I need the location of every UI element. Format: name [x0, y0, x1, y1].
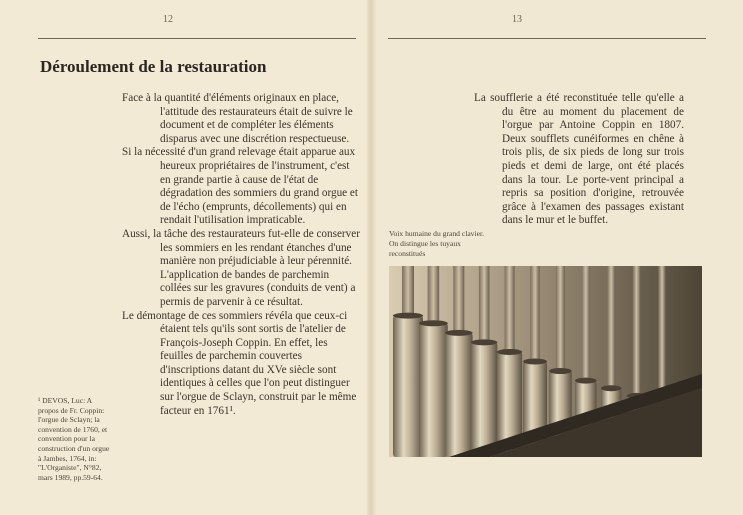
header-rule-right	[388, 38, 706, 39]
pipe-body	[471, 342, 497, 457]
pipe-rim	[393, 313, 423, 319]
pipe-rim	[445, 330, 473, 336]
section-title: Déroulement de la restauration	[40, 57, 267, 77]
photo-caption	[389, 229, 509, 258]
pipe-resonator	[402, 266, 414, 320]
pipe-rim	[419, 320, 448, 326]
organ-pipes-photo	[389, 266, 702, 457]
caption-line: Voix humaine du grand clavier.	[389, 229, 484, 238]
pipe-resonator	[658, 266, 665, 408]
pipe-rim	[601, 385, 621, 391]
pipe-body	[445, 333, 473, 457]
pipe-resonator	[581, 266, 590, 385]
pipe-rim	[497, 349, 522, 355]
pipe-resonator	[633, 266, 641, 400]
pipe-rim	[471, 339, 497, 345]
pipe-rim	[575, 378, 597, 384]
header-rule-left	[38, 38, 356, 39]
footnote	[38, 396, 110, 482]
paragraph: Si la nécessité d'un grand relevage était apparue aux heureux propriétaires de l'instrument, c'est en grande partie à cause de l'état de dégradation des sommiers du grand orgue et de l'écho (emprunts, décollements) qui en rendait l'utilisation impraticable.	[122, 146, 359, 227]
paragraph: Face à la quantité d'éléments originaux en place, l'attitude des restaurateurs était de suivre le document et de compléter les éléments disparus avec une discrétion respectueuse.	[122, 92, 353, 145]
caption-line: reconstitués	[389, 248, 426, 258]
left-body-text	[122, 92, 360, 418]
pipe-resonator	[505, 266, 515, 356]
paragraph: Le démontage de ces sommiers révéla que ceux-ci étaient tels qu'ils sont sortis de l'atelier de François-Joseph Coppin. En effet, les feuilles de parchemin couvertes d'inscriptions datant du XVe siècle sont identiques à celles que l'on peut distinguer sur l'orgue de Sclayn, construit par le même facteur en 1761¹.	[122, 309, 357, 417]
pipe-body	[419, 323, 448, 457]
pipe-resonator	[428, 266, 440, 327]
pipe-resonator	[530, 266, 540, 366]
pipe-rim	[549, 368, 572, 374]
caption-line: On distingue les tuyaux	[389, 238, 461, 248]
pipe-resonator	[479, 266, 490, 346]
paragraph: La soufflerie a été reconstituée telle qu'elle a du être au moment du placement de l'orgue par Antoine Coppin en 1807. Deux soufflets cunéiformes en chêne à trois plis, de six pieds de long sur trois pieds et demi de large, ont été placés dans la tour. Le porte-vent principal a repris sa position d'origine, retrouvée grâce à l'examen des passages existant dans le mur et le buffet.	[474, 92, 684, 227]
book-gutter	[366, 0, 376, 515]
pipe-resonator	[607, 266, 615, 392]
pipe-rim	[523, 359, 547, 365]
pipe-resonator	[556, 266, 565, 375]
right-body-text	[474, 92, 684, 228]
footnote-text: ¹ DEVOS, Luc: A propos de Fr. Coppin: l'orgue de Sclayn; la convention de 1760, et convention pour la construction d'un orgue à Jambes, 1764, in: "L'Organiste", N°82, mars 1989, pp.59-64.	[38, 396, 110, 482]
paragraph: Aussi, la tâche des restaurateurs fut-elle de conserver les sommiers en les rendant étanches d'une manière non préjudiciable à leur pérennité. L'application de bandes de parchemin collées sur les gravures (conduits de vent) a permis de parvenir à ce résultat.	[122, 227, 360, 308]
pipe-body	[393, 316, 423, 457]
pipe-resonator	[453, 266, 464, 337]
page-number-left: 12	[163, 14, 173, 25]
page-number-right: 13	[512, 14, 522, 25]
